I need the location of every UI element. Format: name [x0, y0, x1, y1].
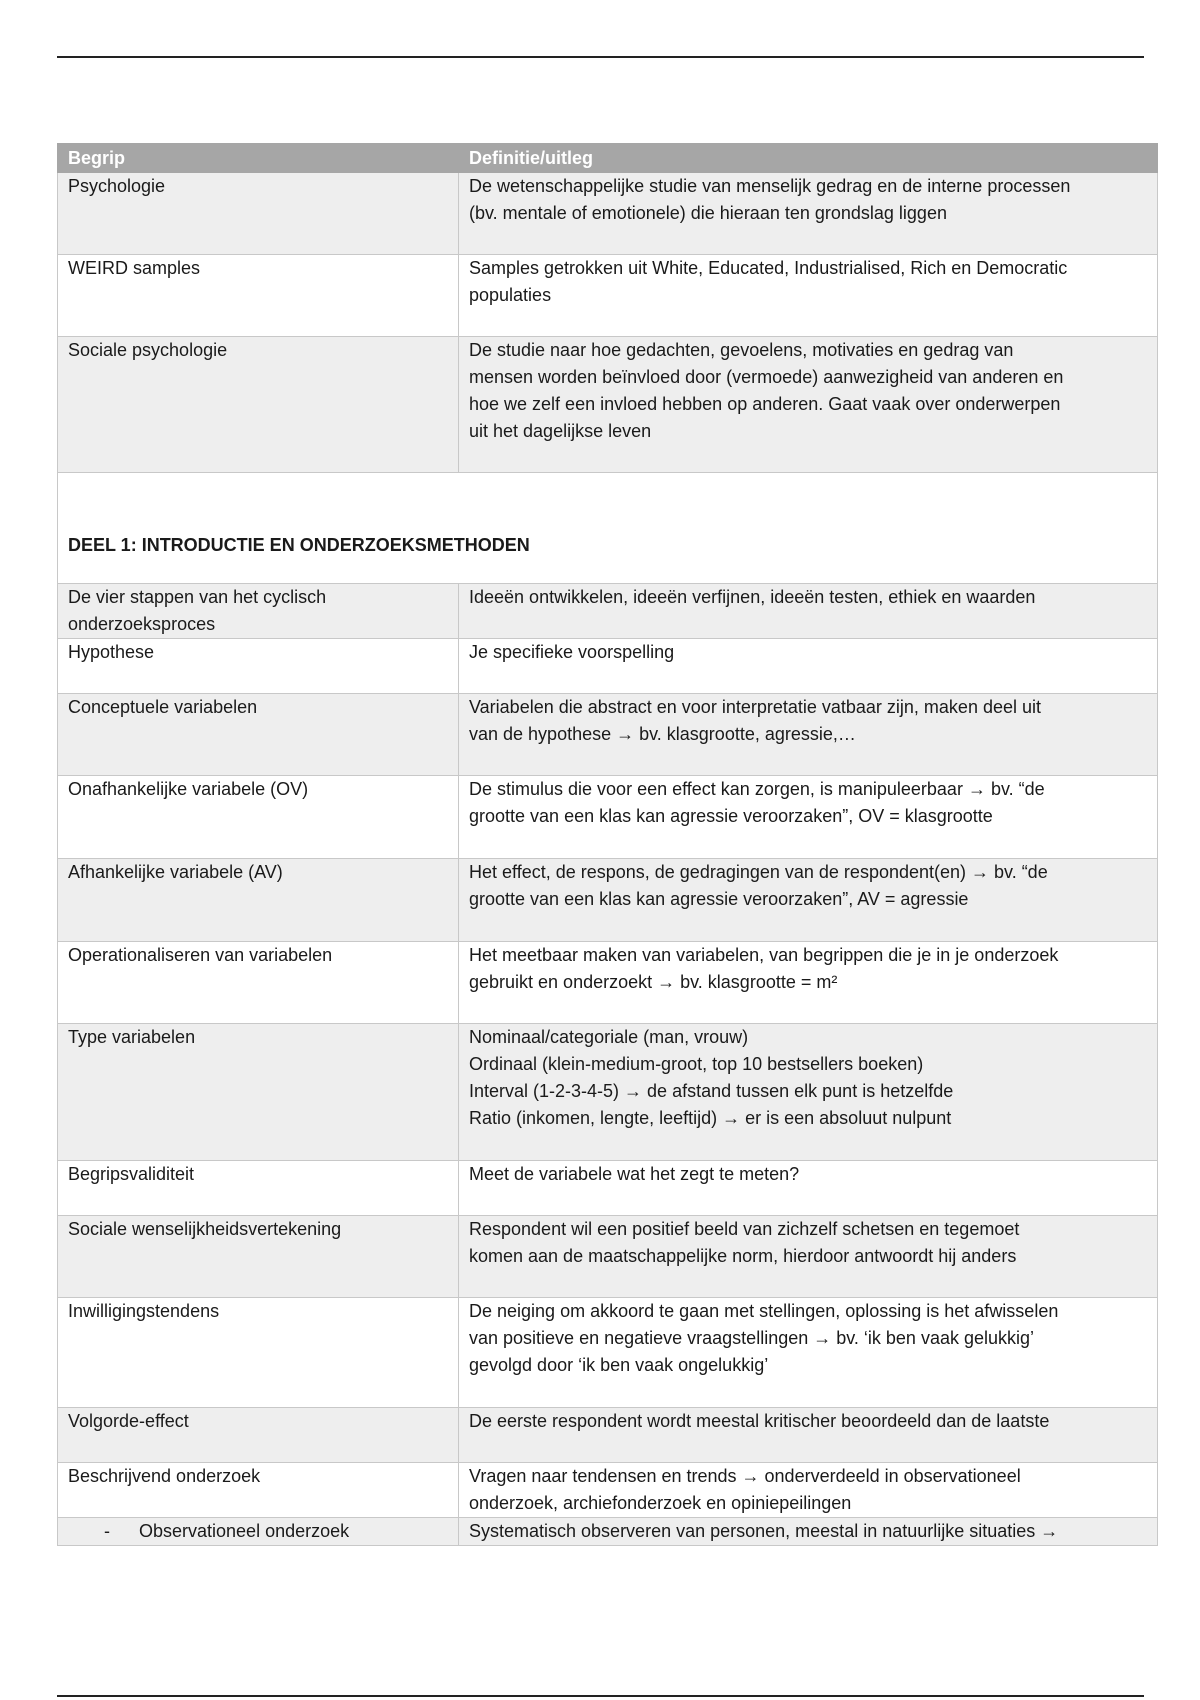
term-cell: Type variabelen	[58, 1024, 459, 1161]
table-row	[58, 255, 1158, 337]
definition-cell: Nominaal/categoriale (man, vrouw) Ordinaal (klein-medium-groot, top 10 bestsellers boeken) Interval (1-2-3-4-5) → de afstand tussen elk punt is hetzelfde Ratio (inkomen, lengte, leeftijd) → er is een absoluut nulpunt	[459, 1024, 1158, 1161]
term-cell: Conceptuele variabelen	[58, 694, 459, 776]
definition-cell: De eerste respondent wordt meestal kritischer beoordeeld dan de laatste	[459, 1408, 1158, 1463]
definition-cell: De neiging om akkoord te gaan met stellingen, oplossing is het afwisselen van positieve en negatieve vraagstellingen → bv. ‘ik ben vaak gelukkig’ gevolgd door ‘ik ben vaak ongelukkig’	[459, 1298, 1158, 1408]
table-row	[58, 639, 1158, 694]
term-cell: Inwilligingstendens	[58, 1298, 459, 1408]
term-cell: Onafhankelijke variabele (OV)	[58, 776, 459, 859]
definition-cell: Ideeën ontwikkelen, ideeën verfijnen, ideeën testen, ethiek en waarden	[459, 584, 1158, 639]
section-title: DEEL 1: INTRODUCTIE EN ONDERZOEKSMETHODEN	[58, 473, 1158, 584]
table-row	[58, 1161, 1158, 1216]
table-row	[58, 1216, 1158, 1298]
table-row	[58, 1408, 1158, 1463]
table-row-bulleted	[58, 1518, 1158, 1546]
definition-cell: Meet de variabele wat het zegt te meten?	[459, 1161, 1158, 1216]
definition-cell: De wetenschappelijke studie van menselijk gedrag en de interne processen (bv. mentale of emotionele) die hieraan ten grondslag liggen	[459, 173, 1158, 255]
table-row	[58, 337, 1158, 473]
table-row	[58, 1463, 1158, 1518]
table-row	[58, 942, 1158, 1024]
definition-cell: Respondent wil een positief beeld van zichzelf schetsen en tegemoet komen aan de maatschappelijke norm, hierdoor antwoordt hij anders	[459, 1216, 1158, 1298]
term-cell: Operationaliseren van variabelen	[58, 942, 459, 1024]
header-rule	[57, 56, 1144, 58]
definition-cell: Samples getrokken uit White, Educated, Industrialised, Rich en Democratic populaties	[459, 255, 1158, 337]
definition-cell: Systematisch observeren van personen, meestal in natuurlijke situaties →	[459, 1518, 1158, 1546]
definition-cell: De stimulus die voor een effect kan zorgen, is manipuleerbaar → bv. “de grootte van een klas kan agressie veroorzaken”, OV = klasgrootte	[459, 776, 1158, 859]
term-cell	[58, 1518, 459, 1546]
table-row	[58, 1298, 1158, 1408]
table-row	[58, 173, 1158, 255]
bullet-dash: -	[104, 1521, 110, 1541]
table-row	[58, 584, 1158, 639]
definition-cell: Variabelen die abstract en voor interpretatie vatbaar zijn, maken deel uit van de hypothese → bv. klasgrootte, agressie,…	[459, 694, 1158, 776]
definition-cell: De studie naar hoe gedachten, gevoelens, motivaties en gedrag van mensen worden beïnvloed door (vermoede) aanwezigheid van anderen en hoe we zelf een invloed hebben op anderen. Gaat vaak over onderwerpen uit het dagelijkse leven	[459, 337, 1158, 473]
definitions-table	[57, 143, 1158, 1546]
term-cell: Afhankelijke variabele (AV)	[58, 859, 459, 942]
term-cell: Beschrijvend onderzoek	[58, 1463, 459, 1518]
table-header-row	[58, 144, 1158, 173]
term-cell: Sociale wenselijkheidsvertekening	[58, 1216, 459, 1298]
header-term: Begrip	[58, 144, 459, 173]
term-cell: Begripsvaliditeit	[58, 1161, 459, 1216]
table-row	[58, 694, 1158, 776]
table-row	[58, 1024, 1158, 1161]
table-row	[58, 859, 1158, 942]
definition-cell: Het effect, de respons, de gedragingen van de respondent(en) → bv. “de grootte van een klas kan agressie veroorzaken”, AV = agressie	[459, 859, 1158, 942]
bullet-term: Observationeel onderzoek	[139, 1521, 350, 1541]
term-cell: WEIRD samples	[58, 255, 459, 337]
term-cell: De vier stappen van het cyclisch onderzoeksproces	[58, 584, 459, 639]
term-cell: Sociale psychologie	[58, 337, 459, 473]
term-cell: Psychologie	[58, 173, 459, 255]
footer-rule	[57, 1695, 1144, 1697]
table-row	[58, 776, 1158, 859]
section-heading-row	[58, 473, 1158, 584]
term-cell: Hypothese	[58, 639, 459, 694]
definition-cell: Je specifieke voorspelling	[459, 639, 1158, 694]
term-cell: Volgorde-effect	[58, 1408, 459, 1463]
header-definition: Definitie/uitleg	[459, 144, 1158, 173]
definition-cell: Het meetbaar maken van variabelen, van begrippen die je in je onderzoek gebruikt en onderzoekt → bv. klasgrootte = m²	[459, 942, 1158, 1024]
definition-cell: Vragen naar tendensen en trends → onderverdeeld in observationeel onderzoek, archiefonderzoek en opiniepeilingen	[459, 1463, 1158, 1518]
